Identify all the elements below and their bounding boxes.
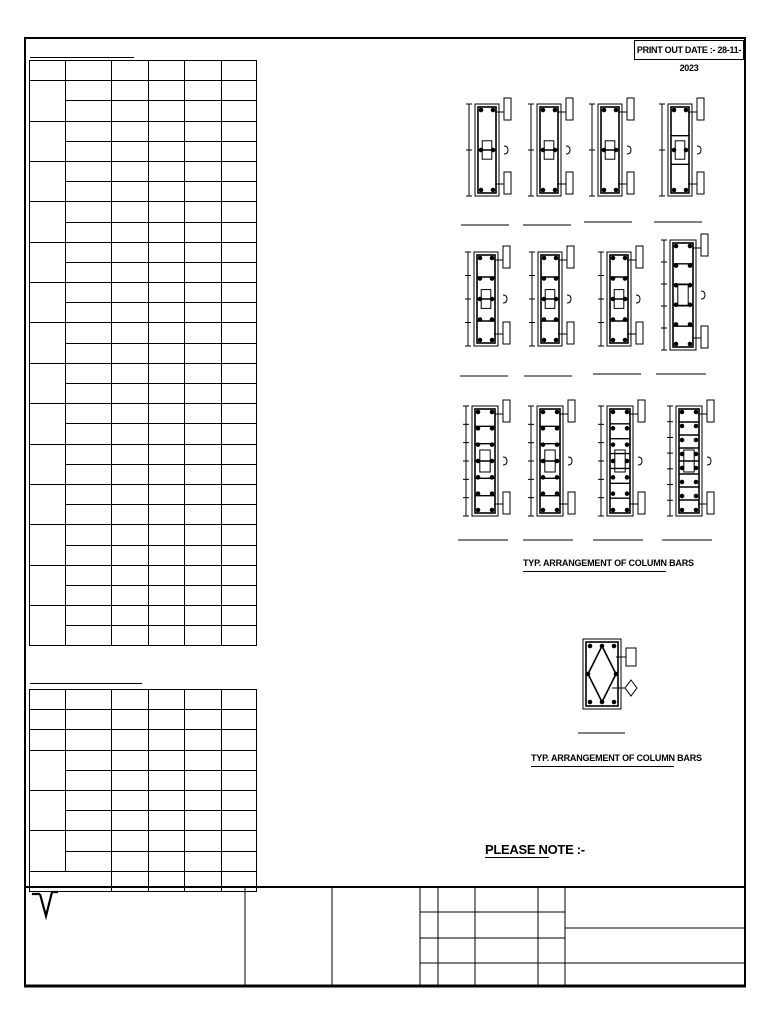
circular-arrangement-caption: TYP. ARRANGEMENT OF COLUMN BARS	[531, 753, 702, 763]
please-note-heading: PLEASE NOTE :-	[485, 842, 585, 857]
v-logo-icon	[30, 888, 60, 920]
arrangement-caption: TYP. ARRANGEMENT OF COLUMN BARS	[523, 558, 694, 568]
print-date-stamp: PRINT OUT DATE :- 28-11-2023	[634, 40, 744, 60]
